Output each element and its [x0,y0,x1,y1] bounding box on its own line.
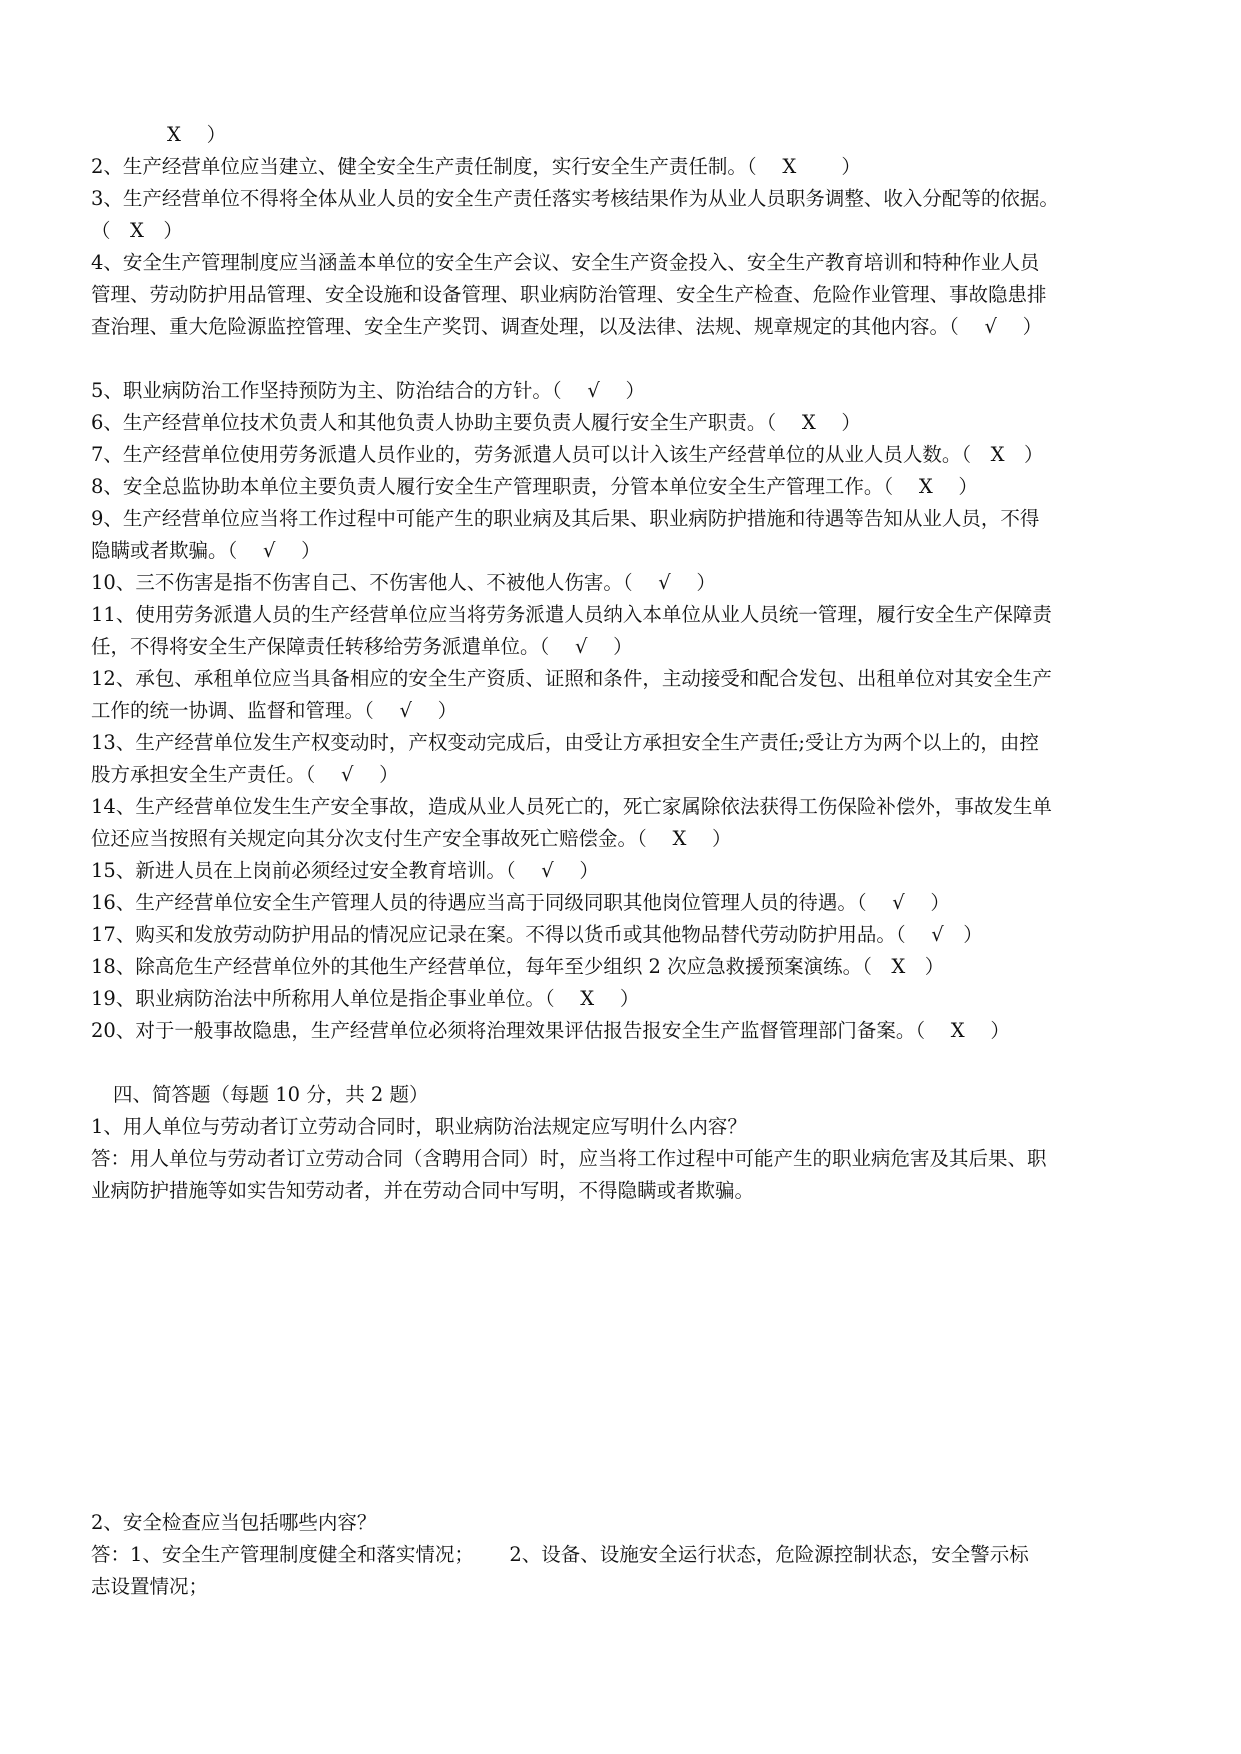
true-false-item-5: 5、职业病防治工作坚持预防为主、防治结合的方针。（ √ ） [91,379,645,402]
true-false-item-14-line-2: 位还应当按照有关规定向其分次支付生产安全事故死亡赔偿金。（ X ） [91,827,732,850]
short-answer-question-1: 1、用人单位与劳动者订立劳动合同时，职业病防治法规定应写明什么内容？ [91,1115,747,1138]
true-false-item-20: 20、对于一般事故隐患，生产经营单位必须将治理效果评估报告报安全生产监督管理部门备案。（ X ） [91,1019,1010,1042]
q1-answer-continuation: X ） [167,123,227,146]
true-false-item-16: 16、生产经营单位安全生产管理人员的待遇应当高于同级同职其他岗位管理人员的待遇。（ √ ） [91,891,950,914]
short-answer-answer-1-line-2: 业病防护措施等如实告知劳动者，并在劳动合同中写明，不得隐瞒或者欺骗。 [91,1179,755,1202]
true-false-item-9-line-2: 隐瞒或者欺骗。（ √ ） [91,539,321,562]
true-false-item-4-line-3: 查治理、重大危险源监控管理、安全生产奖罚、调查处理，以及法律、法规、规章规定的其他内容。（ √ ） [91,315,1043,338]
true-false-item-11: 11、使用劳务派遣人员的生产经营单位应当将劳务派遣人员纳入本单位从业人员统一管理，履行安全生产保障责 [91,603,1052,626]
true-false-item-3: 3、生产经营单位不得将全体从业人员的安全生产责任落实考核结果作为从业人员职务调整、收入分配等的依据。 [91,187,1059,210]
true-false-item-7: 7、生产经营单位使用劳务派遣人员作业的，劳务派遣人员可以计入该生产经营单位的从业人员人数。（ X ） [91,443,1044,466]
true-false-item-3-answer: （ X ） [91,219,183,242]
true-false-item-13: 13、生产经营单位发生产权变动时，产权变动完成后，由受让方承担安全生产责任;受让方为两个以上的，由控 [91,731,1039,754]
true-false-item-4-line-2: 管理、劳动防护用品管理、安全设施和设备管理、职业病防治管理、安全生产检查、危险作业管理、事故隐患排 [91,283,1047,306]
true-false-item-10: 10、三不伤害是指不伤害自己、不伤害他人、不被他人伤害。（ √ ） [91,571,716,594]
true-false-item-15: 15、新进人员在上岗前必须经过安全教育培训。（ √ ） [91,859,599,882]
true-false-item-17: 17、购买和发放劳动防护用品的情况应记录在案。不得以货币或其他物品替代劳动防护用品。（ √ ） [91,923,983,946]
short-answer-question-2: 2、安全检查应当包括哪些内容？ [91,1511,377,1534]
section-heading-short-answer: 四、简答题（每题 10 分，共 2 题） [113,1083,429,1106]
short-answer-answer-1: 答：用人单位与劳动者订立劳动合同（含聘用合同）时，应当将工作过程中可能产生的职业病危害及其后果、职 [91,1147,1047,1170]
short-answer-answer-2: 答：1、安全生产管理制度健全和落实情况； 2、设备、设施安全运行状态，危险源控制状态，安全警示标 [91,1543,1029,1566]
true-false-item-13-line-2: 股方承担安全生产责任。（ √ ） [91,763,399,786]
true-false-item-12: 12、承包、承租单位应当具备相应的安全生产资质、证照和条件，主动接受和配合发包、出租单位对其安全生产 [91,667,1052,690]
true-false-item-4: 4、安全生产管理制度应当涵盖本单位的安全生产会议、安全生产资金投入、安全生产教育培训和特种作业人员 [91,251,1040,274]
true-false-item-14: 14、生产经营单位发生生产安全事故，造成从业人员死亡的，死亡家属除依法获得工伤保险补偿外，事故发生单 [91,795,1052,818]
short-answer-answer-2-line-2: 志设置情况； [91,1575,209,1598]
true-false-item-2: 2、生产经营单位应当建立、健全安全生产责任制度，实行安全生产责任制。（ X ） [91,155,861,178]
true-false-item-12-line-2: 工作的统一协调、监督和管理。（ √ ） [91,699,458,722]
true-false-item-11-line-2: 任，不得将安全生产保障责任转移给劳务派遣单位。（ √ ） [91,635,633,658]
true-false-item-19: 19、职业病防治法中所称用人单位是指企事业单位。（ X ） [91,987,640,1010]
true-false-item-18: 18、除高危生产经营单位外的其他生产经营单位，每年至少组织 2 次应急救援预案演练。（ X ） [91,955,945,978]
true-false-item-6: 6、生产经营单位技术负责人和其他负责人协助主要负责人履行安全生产职责。（ X ） [91,411,861,434]
true-false-item-8: 8、安全总监协助本单位主要负责人履行安全生产管理职责，分管本单位安全生产管理工作。（ X ） [91,475,978,498]
true-false-item-9: 9、生产经营单位应当将工作过程中可能产生的职业病及其后果、职业病防护措施和待遇等告知从业人员，不得 [91,507,1040,530]
